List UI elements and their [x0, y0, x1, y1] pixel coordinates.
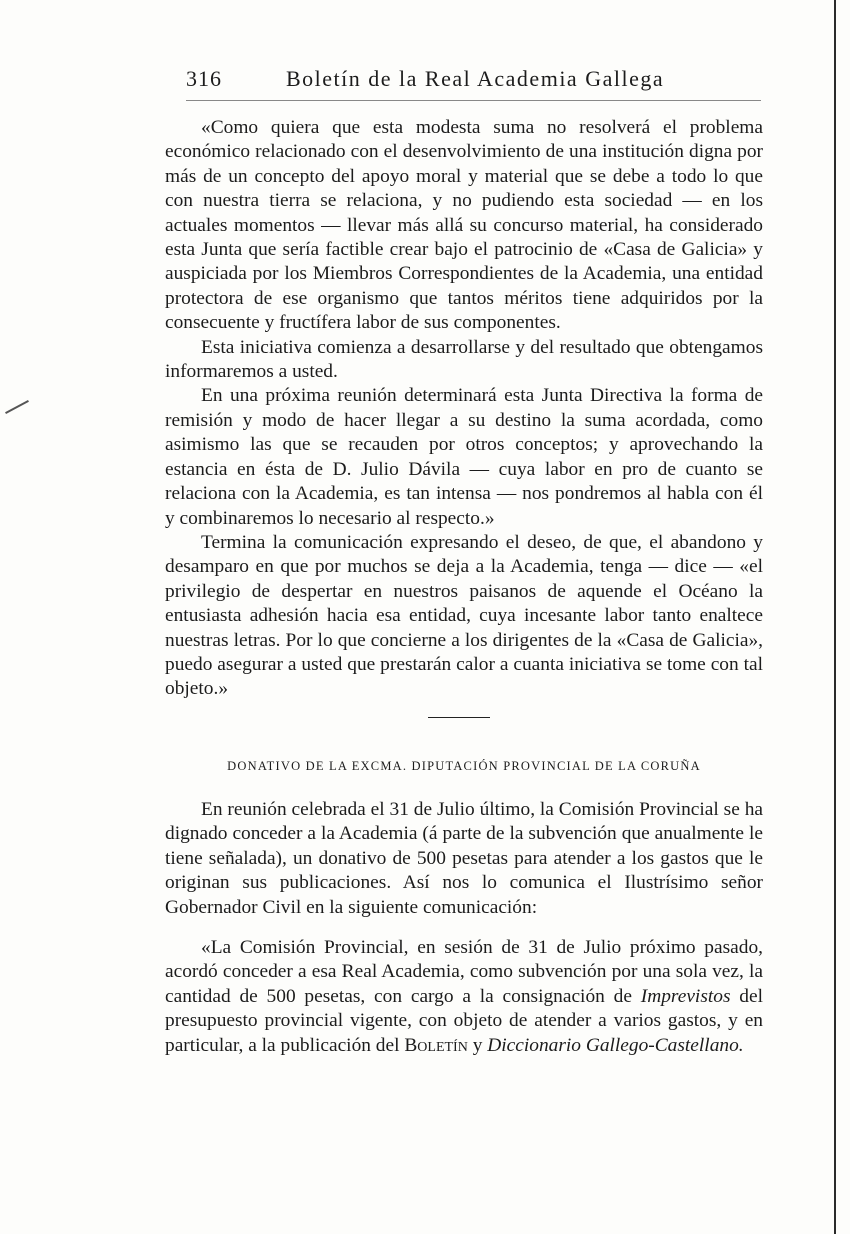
paragraph: En una próxima reunión determinará esta Junta Directiva la forma de remisión y modo de hacer llegar a su destino la suma acordada, como asimismo las que se recauden por otros conceptos; y aprovechando la estancia en ésta de D. Julio Dávila — cuya labor en pro de cuanto se relaciona con la Academia, es tan intensa — nos pondremos al habla con él y combinaremos lo necesario al respecto.» [165, 385, 763, 529]
italic-term: Diccionario Gallego-Castellano. [487, 1034, 744, 1056]
paragraph: Esta iniciativa comienza a desarrollarse y del resultado que obtengamos informaremos a usted. [165, 336, 763, 383]
paragraph: Termina la comunicación expresando el deseo, de que, el abandono y desamparo en que por muchos se deja a la Academia, tenga — dice — «el privilegio de despertar en nuestros paisanos de aquende el Océano la entusiasta adhesión hacia esa entidad, cuya incesante labor tanto enaltece nuestras letras. Por lo que concierne a los dirigentes de la «Casa de Galicia», puedo asegurar a usted que prestarán calor a cuanta iniciativa se tome con tal objeto.» [165, 531, 763, 700]
header-rule [186, 100, 761, 101]
margin-mark [5, 400, 29, 414]
section-text [165, 798, 763, 1058]
paragraph: «Como quiera que esta modesta suma no resolverá el problema económico relacionado con el desenvolvimiento de una institución digna por más de un concepto del apoyo moral y material que se debe a todo lo que con nuestra tierra se relaciona, y no pudiendo esta sociedad — en los actuales momentos — llevar más allá su concurso material, ha considerado esta Junta que sería factible crear bajo el patrocinio de «Casa de Galicia» y auspiciada por los Miembros Correspondientes de la Academia, una entidad protectora de ese organismo que tantos méritos tiene adquiridos por la consecuente y fructífera labor de sus componentes. [165, 117, 763, 334]
paragraph: En reunión celebrada el 31 de Julio último, la Comisión Provincial se ha dignado conceder a la Academia (á parte de la subvención que anualmente le tiene señalada), un donativo de 500 pesetas para atender a los gastos que le originan sus publicaciones. Así nos lo comunica el Ilustrísimo señor Gobernador Civil en la siguiente comunicación: [165, 799, 763, 918]
page-header [186, 66, 766, 102]
quote-text: del presupuesto provincial vigente, con objeto de atender a varios gastos, y en particular, a la publicación del [165, 985, 763, 1056]
quoted-paragraph [165, 936, 763, 1058]
italic-term: Imprevistos [640, 985, 731, 1007]
page-edge-line [834, 0, 836, 1234]
running-title: Boletín de la Real Academia Gallega [286, 66, 665, 91]
letter-text [165, 116, 763, 702]
page-number: 316 [186, 66, 222, 91]
smallcaps-term: Boletín [404, 1034, 468, 1056]
quote-text: «La Comisión Provincial, en sesión de 31 de Julio próximo pasado, acordó conceder a esa Real Academia, como subvención por una sola vez, la cantidad de 500 pesetas, con cargo a la consignación de [165, 937, 763, 1007]
quote-text: y [472, 1034, 483, 1056]
section-heading: DONATIVO DE LA EXCMA. DIPUTACIÓN PROVINCIAL DE LA CORUÑA [227, 759, 701, 773]
section-divider [428, 717, 490, 718]
